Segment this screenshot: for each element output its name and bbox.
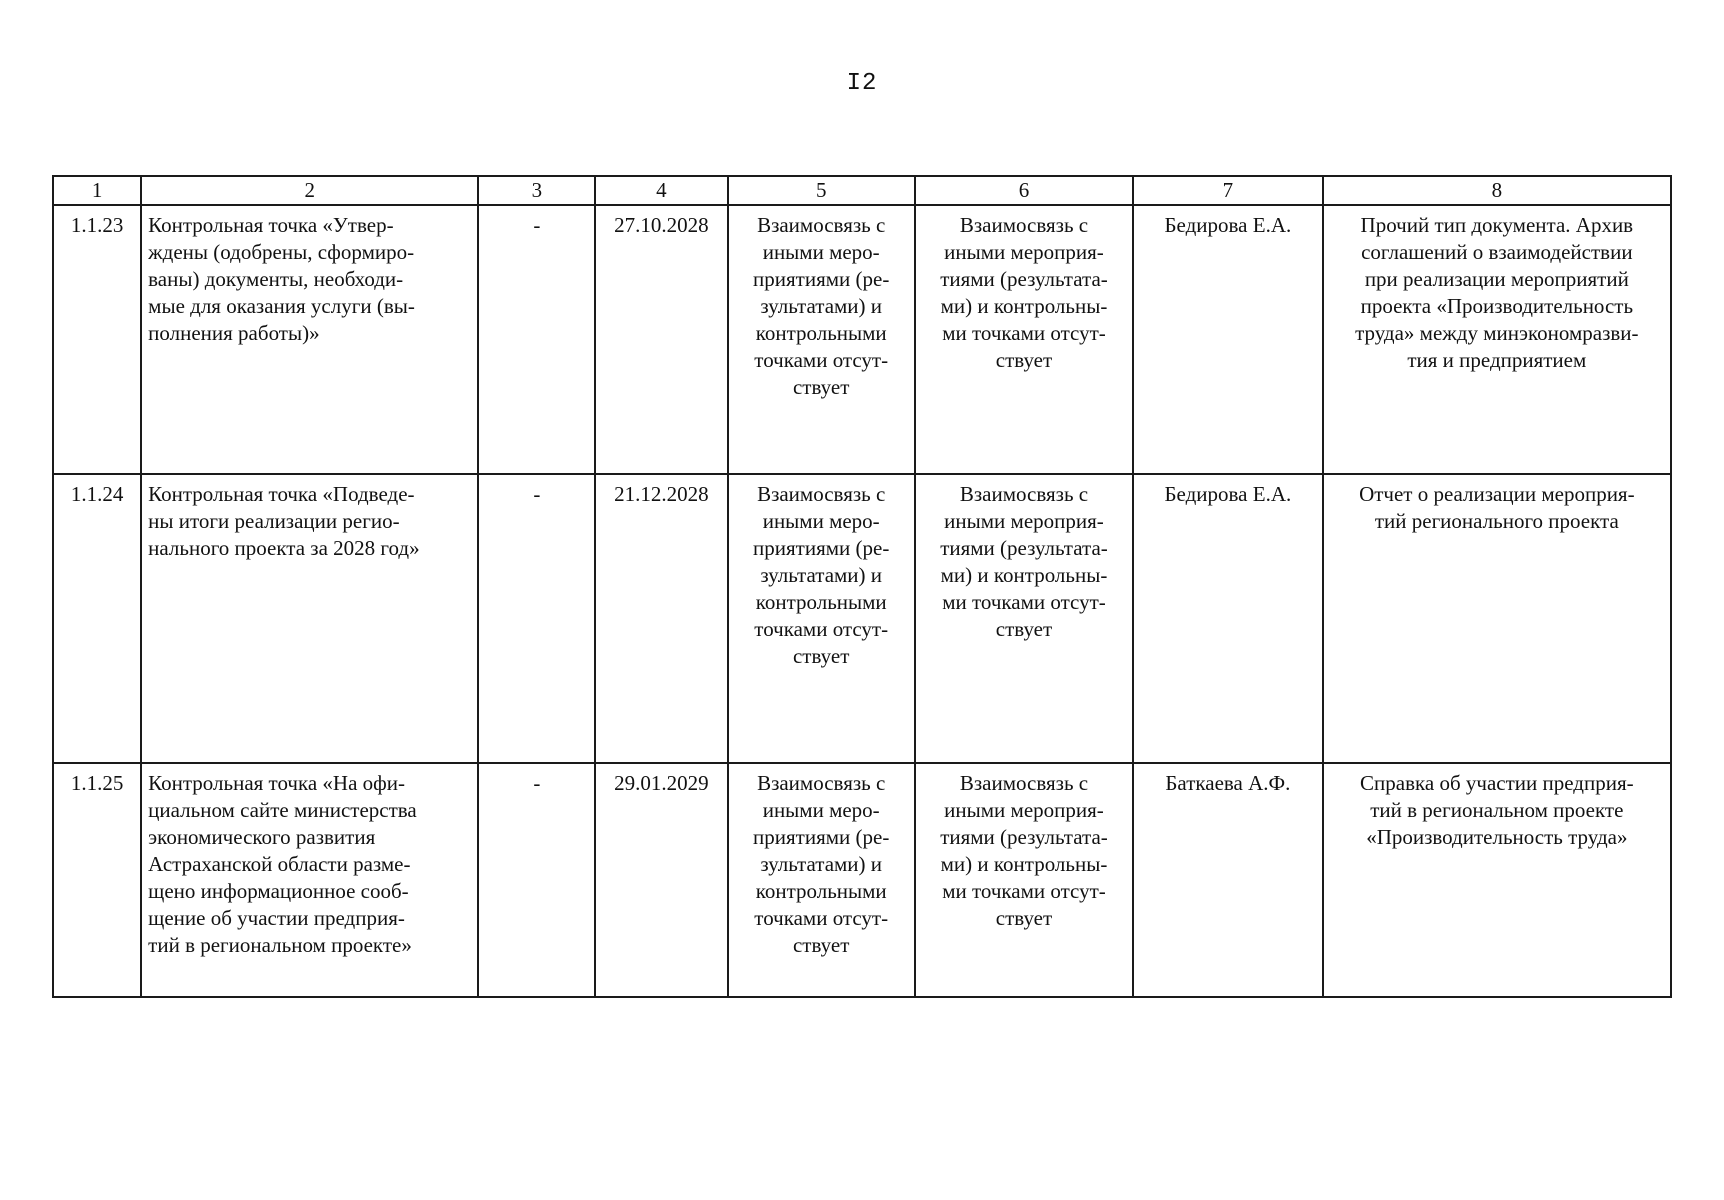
- relation-measures: Взаимосвязь с иными меро- приятиями (ре- зультатами) и контрольными точками отсут- ствует: [728, 474, 915, 763]
- control-points-table: [52, 175, 1672, 998]
- document-type: Прочий тип документа. Архив соглашений о взаимодействии при реализации мероприятий проекта «Производительность труда» между минэкономразви- тия и предприятием: [1323, 205, 1671, 474]
- control-point-name: Контрольная точка «Подведе- ны итоги реализации регио- нального проекта за 2028 год»: [141, 474, 478, 763]
- row-number: 1.1.23: [53, 205, 141, 474]
- relation-results: Взаимосвязь с иными мероприя- тиями (результата- ми) и контрольны- ми точками отсут- ствует: [915, 474, 1133, 763]
- responsible-person: Бедирова Е.А.: [1133, 205, 1323, 474]
- document-type: Отчет о реализации мероприя- тий регионального проекта: [1323, 474, 1671, 763]
- deadline-date: 27.10.2028: [595, 205, 727, 474]
- col3-value: -: [478, 763, 595, 997]
- deadline-date: 29.01.2029: [595, 763, 727, 997]
- header-col-7: 7: [1133, 176, 1323, 205]
- header-col-4: 4: [595, 176, 727, 205]
- col3-value: -: [478, 474, 595, 763]
- table-row: [53, 205, 1671, 474]
- page-number: I2: [846, 70, 878, 97]
- document-type: Справка об участии предприя- тий в региональном проекте «Производительность труда»: [1323, 763, 1671, 997]
- control-point-name: Контрольная точка «Утвер- ждены (одобрены, сформиро- ваны) документы, необходи- мые для оказания услуги (вы- полнения работы)»: [141, 205, 478, 474]
- relation-results: Взаимосвязь с иными мероприя- тиями (результата- ми) и контрольны- ми точками отсут- ствует: [915, 763, 1133, 997]
- table-row: [53, 763, 1671, 997]
- col3-value: -: [478, 205, 595, 474]
- relation-measures: Взаимосвязь с иными меро- приятиями (ре- зультатами) и контрольными точками отсут- ствует: [728, 205, 915, 474]
- header-col-5: 5: [728, 176, 915, 205]
- relation-results: Взаимосвязь с иными мероприя- тиями (результата- ми) и контрольны- ми точками отсут- ствует: [915, 205, 1133, 474]
- header-col-8: 8: [1323, 176, 1671, 205]
- deadline-date: 21.12.2028: [595, 474, 727, 763]
- responsible-person: Бедирова Е.А.: [1133, 474, 1323, 763]
- header-col-6: 6: [915, 176, 1133, 205]
- header-col-1: 1: [53, 176, 141, 205]
- header-col-2: 2: [141, 176, 478, 205]
- relation-measures: Взаимосвязь с иными меро- приятиями (ре- зультатами) и контрольными точками отсут- ствует: [728, 763, 915, 997]
- row-number: 1.1.25: [53, 763, 141, 997]
- header-col-3: 3: [478, 176, 595, 205]
- control-point-name: Контрольная точка «На офи- циальном сайте министерства экономического развития Астраханской области разме- щено информационное сооб- щение об участии предприя- тий в региональном проекте»: [141, 763, 478, 997]
- row-number: 1.1.24: [53, 474, 141, 763]
- table-row: [53, 474, 1671, 763]
- responsible-person: Баткаева А.Ф.: [1133, 763, 1323, 997]
- header-row: [53, 176, 1671, 205]
